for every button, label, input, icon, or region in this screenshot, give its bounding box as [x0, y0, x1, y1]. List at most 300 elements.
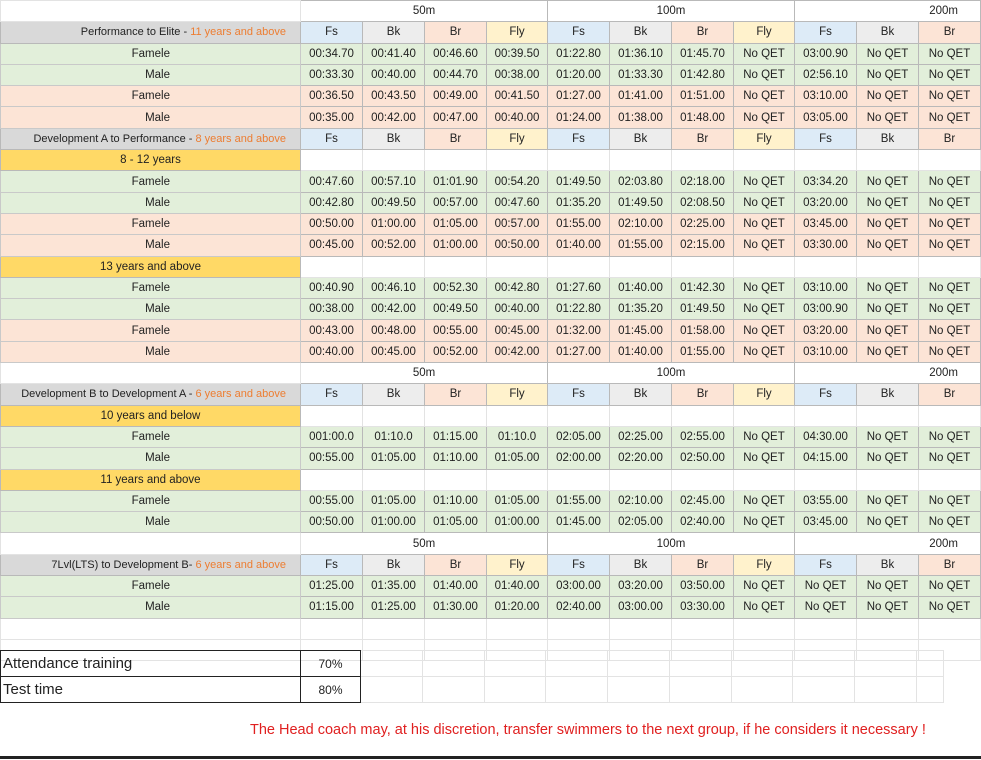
empty-cell — [363, 618, 425, 639]
time-cell: 00:43.00 — [301, 320, 363, 341]
time-cell: No QET — [857, 426, 919, 447]
empty-cell — [857, 405, 919, 426]
distance-label: 100m — [548, 363, 795, 384]
time-cell: No QET — [857, 235, 919, 256]
time-cell: 03:55.00 — [795, 490, 857, 511]
time-cell: 01:00.00 — [425, 235, 487, 256]
time-cell: 00:40.00 — [487, 299, 548, 320]
time-cell: 01:00.00 — [363, 512, 425, 533]
time-cell: 02:15.00 — [672, 235, 734, 256]
stroke-label: Br — [919, 554, 981, 575]
empty-cell — [1, 618, 301, 639]
time-cell: 01:05.00 — [425, 213, 487, 234]
time-row — [1, 426, 981, 447]
time-cell: 00:50.00 — [487, 235, 548, 256]
empty-cell — [610, 469, 672, 490]
time-cell: 01:40.00 — [548, 235, 610, 256]
empty-cell — [301, 618, 363, 639]
time-row — [1, 576, 981, 597]
time-cell: 00:57.00 — [425, 192, 487, 213]
time-cell: 01:42.30 — [672, 277, 734, 298]
empty-cell — [548, 618, 610, 639]
time-cell: No QET — [734, 277, 795, 298]
empty-cell — [487, 150, 548, 171]
stroke-label: Fs — [301, 128, 363, 149]
time-row — [1, 320, 981, 341]
empty-cell — [610, 256, 672, 277]
time-cell: 01:35.20 — [548, 192, 610, 213]
time-cell: No QET — [919, 341, 981, 362]
time-cell: 01:30.00 — [425, 597, 487, 618]
time-cell: 02:20.00 — [610, 448, 672, 469]
time-cell: No QET — [734, 490, 795, 511]
stroke-label: Fly — [734, 554, 795, 575]
time-cell: 01:38.00 — [610, 107, 672, 128]
time-cell: No QET — [734, 320, 795, 341]
stroke-label: Bk — [610, 554, 672, 575]
blank-row — [1, 618, 981, 639]
time-cell: 02:05.00 — [548, 426, 610, 447]
empty-cell — [301, 405, 363, 426]
time-cell: 01:24.00 — [548, 107, 610, 128]
time-cell: No QET — [734, 576, 795, 597]
time-cell: 01:01.90 — [425, 171, 487, 192]
time-cell: 01:10.00 — [425, 448, 487, 469]
time-cell: 00:49.00 — [425, 86, 487, 107]
time-cell: 00:40.00 — [487, 107, 548, 128]
time-cell: 01:40.00 — [487, 576, 548, 597]
time-cell: No QET — [857, 299, 919, 320]
stroke-label: Fly — [487, 384, 548, 405]
empty-cell — [795, 256, 857, 277]
subgroup-header-row — [1, 150, 981, 171]
gender-label: Famele — [1, 171, 301, 192]
time-cell: 01:32.00 — [548, 320, 610, 341]
time-cell: No QET — [857, 64, 919, 85]
time-cell: 01:10.0 — [363, 426, 425, 447]
time-cell: 01:22.80 — [548, 299, 610, 320]
stroke-label: Br — [919, 128, 981, 149]
empty-cell — [425, 150, 487, 171]
empty-cell — [301, 256, 363, 277]
time-row — [1, 512, 981, 533]
time-cell: No QET — [795, 597, 857, 618]
time-cell: 00:50.00 — [301, 512, 363, 533]
empty-cell — [672, 405, 734, 426]
empty-cell — [1, 533, 301, 554]
empty-cell — [1, 1, 301, 22]
time-cell: No QET — [734, 512, 795, 533]
stroke-label: Br — [919, 384, 981, 405]
stroke-label: Bk — [610, 384, 672, 405]
empty-cell — [487, 618, 548, 639]
time-cell: 01:40.00 — [610, 341, 672, 362]
time-cell: No QET — [734, 597, 795, 618]
group-title: 7Lvl(LTS) to Development B- 6 years and above — [1, 554, 301, 575]
stroke-label: Fly — [487, 554, 548, 575]
time-cell: 00:38.00 — [301, 299, 363, 320]
stroke-label: Br — [425, 22, 487, 43]
time-cell: 01:49.50 — [610, 192, 672, 213]
empty-cell — [610, 405, 672, 426]
group-header-row — [1, 384, 981, 405]
distance-header-row — [1, 533, 981, 554]
time-cell: 01:25.00 — [301, 576, 363, 597]
subgroup-header-row — [1, 469, 981, 490]
stroke-label: Fs — [795, 128, 857, 149]
time-cell: No QET — [857, 512, 919, 533]
time-cell: 01:05.00 — [425, 512, 487, 533]
empty-cell — [363, 469, 425, 490]
empty-cell — [1, 363, 301, 384]
time-cell: 00:35.00 — [301, 107, 363, 128]
time-cell: 03:00.00 — [548, 576, 610, 597]
time-cell: 00:42.00 — [363, 107, 425, 128]
stroke-label: Bk — [857, 22, 919, 43]
empty-cell — [795, 150, 857, 171]
time-cell: No QET — [734, 299, 795, 320]
gender-label: Famele — [1, 43, 301, 64]
time-row — [1, 597, 981, 618]
time-cell: 01:49.50 — [672, 299, 734, 320]
time-cell: 01:58.00 — [672, 320, 734, 341]
bottom-border-line — [0, 756, 981, 759]
empty-cell — [795, 469, 857, 490]
time-cell: No QET — [734, 426, 795, 447]
distance-label: 100m — [548, 1, 795, 22]
time-cell: 02:05.00 — [610, 512, 672, 533]
stroke-label: Br — [919, 22, 981, 43]
time-cell: 00:41.50 — [487, 86, 548, 107]
time-cell: 00:36.50 — [301, 86, 363, 107]
subgroup-header-row — [1, 405, 981, 426]
gender-label: Male — [1, 107, 301, 128]
time-cell: No QET — [857, 597, 919, 618]
time-cell: 01:40.00 — [425, 576, 487, 597]
gender-label: Famele — [1, 277, 301, 298]
time-cell: 03:05.00 — [795, 107, 857, 128]
gender-label: Male — [1, 448, 301, 469]
time-cell: 03:30.00 — [795, 235, 857, 256]
empty-cell — [672, 469, 734, 490]
time-cell: No QET — [919, 213, 981, 234]
stroke-label: Br — [425, 128, 487, 149]
time-cell: 01:41.00 — [610, 86, 672, 107]
stroke-label: Bk — [610, 22, 672, 43]
time-cell: 00:40.00 — [363, 64, 425, 85]
time-cell: No QET — [857, 43, 919, 64]
time-cell: No QET — [795, 576, 857, 597]
empty-cell — [548, 256, 610, 277]
empty-cell — [363, 150, 425, 171]
time-cell: 01:45.00 — [610, 320, 672, 341]
time-cell: 01:10.00 — [425, 490, 487, 511]
time-cell: 01:55.00 — [548, 490, 610, 511]
time-cell: 00:47.60 — [301, 171, 363, 192]
time-cell: No QET — [857, 448, 919, 469]
time-cell: 02:10.00 — [610, 490, 672, 511]
time-cell: 01:49.50 — [548, 171, 610, 192]
stroke-label: Br — [672, 128, 734, 149]
time-cell: 001:00.0 — [301, 426, 363, 447]
gender-label: Famele — [1, 490, 301, 511]
time-cell: No QET — [734, 43, 795, 64]
stroke-label: Fs — [301, 554, 363, 575]
time-cell: No QET — [857, 213, 919, 234]
time-cell: 00:52.30 — [425, 277, 487, 298]
group-age: 8 years and above — [195, 132, 286, 145]
empty-cell — [919, 618, 981, 639]
time-row — [1, 277, 981, 298]
distance-label: 50m — [301, 533, 548, 554]
gender-label: Famele — [1, 320, 301, 341]
time-cell: 00:34.70 — [301, 43, 363, 64]
time-cell: 03:00.00 — [610, 597, 672, 618]
time-row — [1, 43, 981, 64]
time-cell: 00:40.00 — [301, 341, 363, 362]
time-cell: No QET — [919, 277, 981, 298]
time-cell: 00:43.50 — [363, 86, 425, 107]
time-cell: No QET — [734, 64, 795, 85]
subgroup-name: 11 years and above — [1, 469, 301, 490]
empty-cell — [734, 405, 795, 426]
time-cell: No QET — [919, 426, 981, 447]
time-cell: 02:00.00 — [548, 448, 610, 469]
subgroup-name: 13 years and above — [1, 256, 301, 277]
time-cell: 01:22.80 — [548, 43, 610, 64]
time-cell: No QET — [919, 86, 981, 107]
time-cell: 01:35.20 — [610, 299, 672, 320]
time-cell: 00:57.00 — [487, 213, 548, 234]
time-cell: 00:42.00 — [363, 299, 425, 320]
gender-label: Male — [1, 64, 301, 85]
gender-label: Male — [1, 235, 301, 256]
time-cell: No QET — [857, 490, 919, 511]
stroke-label: Fs — [795, 554, 857, 575]
time-cell: No QET — [734, 171, 795, 192]
time-row — [1, 235, 981, 256]
stroke-label: Bk — [857, 554, 919, 575]
time-cell: No QET — [734, 213, 795, 234]
stroke-label: Bk — [363, 22, 425, 43]
time-cell: 03:10.00 — [795, 86, 857, 107]
time-cell: No QET — [857, 576, 919, 597]
time-cell: 02:56.10 — [795, 64, 857, 85]
stroke-label: Bk — [857, 128, 919, 149]
time-cell: 03:45.00 — [795, 512, 857, 533]
empty-cell — [919, 469, 981, 490]
time-cell: 01:27.60 — [548, 277, 610, 298]
time-cell: 00:33.30 — [301, 64, 363, 85]
stroke-label: Fs — [548, 128, 610, 149]
time-cell: 02:45.00 — [672, 490, 734, 511]
time-cell: No QET — [919, 490, 981, 511]
time-cell: 00:50.00 — [301, 213, 363, 234]
distance-label: 100m — [548, 533, 795, 554]
time-cell: 01:45.00 — [548, 512, 610, 533]
stroke-label: Fs — [795, 384, 857, 405]
time-cell: 00:42.00 — [487, 341, 548, 362]
time-cell: No QET — [919, 597, 981, 618]
empty-cell — [487, 405, 548, 426]
empty-cell — [548, 469, 610, 490]
time-cell: No QET — [734, 235, 795, 256]
time-cell: 03:00.90 — [795, 43, 857, 64]
time-cell: No QET — [919, 171, 981, 192]
empty-cell — [548, 405, 610, 426]
time-cell: 01:27.00 — [548, 86, 610, 107]
time-cell: No QET — [919, 107, 981, 128]
stroke-label: Bk — [610, 128, 672, 149]
time-cell: No QET — [857, 320, 919, 341]
distance-label: 200m — [795, 533, 981, 554]
time-row — [1, 341, 981, 362]
empty-cell — [610, 150, 672, 171]
group-title: Development B to Development A - 6 years and above — [1, 384, 301, 405]
gender-label: Male — [1, 341, 301, 362]
time-row — [1, 490, 981, 511]
stroke-label: Fs — [795, 22, 857, 43]
group-header-row — [1, 22, 981, 43]
time-cell: 00:52.00 — [425, 341, 487, 362]
time-cell: 02:10.00 — [610, 213, 672, 234]
empty-cell — [857, 256, 919, 277]
gender-label: Famele — [1, 86, 301, 107]
empty-cell — [487, 256, 548, 277]
group-age: 11 years and above — [190, 26, 286, 39]
stroke-label: Bk — [363, 554, 425, 575]
time-cell: 04:30.00 — [795, 426, 857, 447]
distance-label: 200m — [795, 1, 981, 22]
time-cell: No QET — [919, 448, 981, 469]
group-age: 6 years and above — [195, 558, 286, 571]
stroke-label: Bk — [363, 384, 425, 405]
time-cell: 04:15.00 — [795, 448, 857, 469]
stroke-label: Br — [672, 22, 734, 43]
stroke-label: Fs — [548, 554, 610, 575]
time-cell: 02:08.50 — [672, 192, 734, 213]
time-row — [1, 171, 981, 192]
stroke-label: Fs — [548, 22, 610, 43]
time-cell: 00:42.80 — [301, 192, 363, 213]
empty-cell — [425, 469, 487, 490]
empty-cell — [857, 150, 919, 171]
time-cell: 01:25.00 — [363, 597, 425, 618]
time-cell: 01:05.00 — [487, 490, 548, 511]
time-cell: 00:46.60 — [425, 43, 487, 64]
summary-row-test-time — [1, 677, 944, 703]
time-cell: 00:55.00 — [301, 448, 363, 469]
time-cell: 01:55.00 — [610, 235, 672, 256]
summary-value: 70% — [301, 651, 361, 677]
time-cell: 00:40.90 — [301, 277, 363, 298]
time-cell: 00:54.20 — [487, 171, 548, 192]
time-cell: No QET — [919, 512, 981, 533]
time-cell: 00:41.40 — [363, 43, 425, 64]
empty-cell — [425, 405, 487, 426]
time-cell: No QET — [919, 576, 981, 597]
group-title: Performance to Elite - 11 years and above — [1, 22, 301, 43]
time-cell: No QET — [919, 299, 981, 320]
stroke-label: Fs — [301, 384, 363, 405]
time-cell: 03:20.00 — [795, 320, 857, 341]
time-cell: No QET — [919, 192, 981, 213]
time-cell: 00:45.00 — [363, 341, 425, 362]
time-cell: 01:20.00 — [487, 597, 548, 618]
time-row — [1, 64, 981, 85]
time-cell: No QET — [919, 235, 981, 256]
stroke-label: Bk — [363, 128, 425, 149]
time-cell: 03:45.00 — [795, 213, 857, 234]
empty-cell — [610, 618, 672, 639]
stroke-label: Br — [672, 554, 734, 575]
distance-label: 200m — [795, 363, 981, 384]
time-cell: 01:00.00 — [363, 213, 425, 234]
time-cell: 00:39.50 — [487, 43, 548, 64]
empty-cell — [672, 256, 734, 277]
empty-cell — [795, 618, 857, 639]
stroke-label: Fly — [734, 384, 795, 405]
time-cell: 02:03.80 — [610, 171, 672, 192]
empty-cell — [363, 405, 425, 426]
empty-cell — [672, 150, 734, 171]
time-cell: 00:48.00 — [363, 320, 425, 341]
time-cell: 01:42.80 — [672, 64, 734, 85]
time-cell: 02:18.00 — [672, 171, 734, 192]
time-cell: No QET — [734, 448, 795, 469]
time-cell: 03:10.00 — [795, 277, 857, 298]
stroke-label: Fly — [734, 128, 795, 149]
time-cell: 01:15.00 — [425, 426, 487, 447]
time-cell: 00:44.70 — [425, 64, 487, 85]
time-cell: 00:55.00 — [301, 490, 363, 511]
time-cell: 02:25.00 — [610, 426, 672, 447]
empty-cell — [672, 618, 734, 639]
time-row — [1, 192, 981, 213]
time-cell: 00:55.00 — [425, 320, 487, 341]
time-cell: 03:50.00 — [672, 576, 734, 597]
time-cell: No QET — [734, 86, 795, 107]
time-cell: 01:20.00 — [548, 64, 610, 85]
time-cell: No QET — [734, 192, 795, 213]
time-cell: 00:45.00 — [301, 235, 363, 256]
time-cell: 03:10.00 — [795, 341, 857, 362]
time-cell: 01:51.00 — [672, 86, 734, 107]
subgroup-name: 10 years and below — [1, 405, 301, 426]
empty-cell — [857, 469, 919, 490]
time-cell: No QET — [734, 341, 795, 362]
time-cell: 03:00.90 — [795, 299, 857, 320]
empty-cell — [919, 150, 981, 171]
time-row — [1, 448, 981, 469]
time-cell: 00:38.00 — [487, 64, 548, 85]
time-cell: 01:27.00 — [548, 341, 610, 362]
time-cell: 01:55.00 — [672, 341, 734, 362]
empty-cell — [919, 405, 981, 426]
stroke-label: Fs — [301, 22, 363, 43]
stroke-label: Bk — [857, 384, 919, 405]
time-cell: 01:36.10 — [610, 43, 672, 64]
time-cell: 02:40.00 — [548, 597, 610, 618]
gender-label: Male — [1, 299, 301, 320]
summary-row-attendance — [1, 651, 944, 677]
empty-cell — [425, 618, 487, 639]
stroke-label: Fs — [548, 384, 610, 405]
time-cell: 01:45.70 — [672, 43, 734, 64]
gender-label: Famele — [1, 426, 301, 447]
time-cell: 03:20.00 — [610, 576, 672, 597]
time-row — [1, 213, 981, 234]
